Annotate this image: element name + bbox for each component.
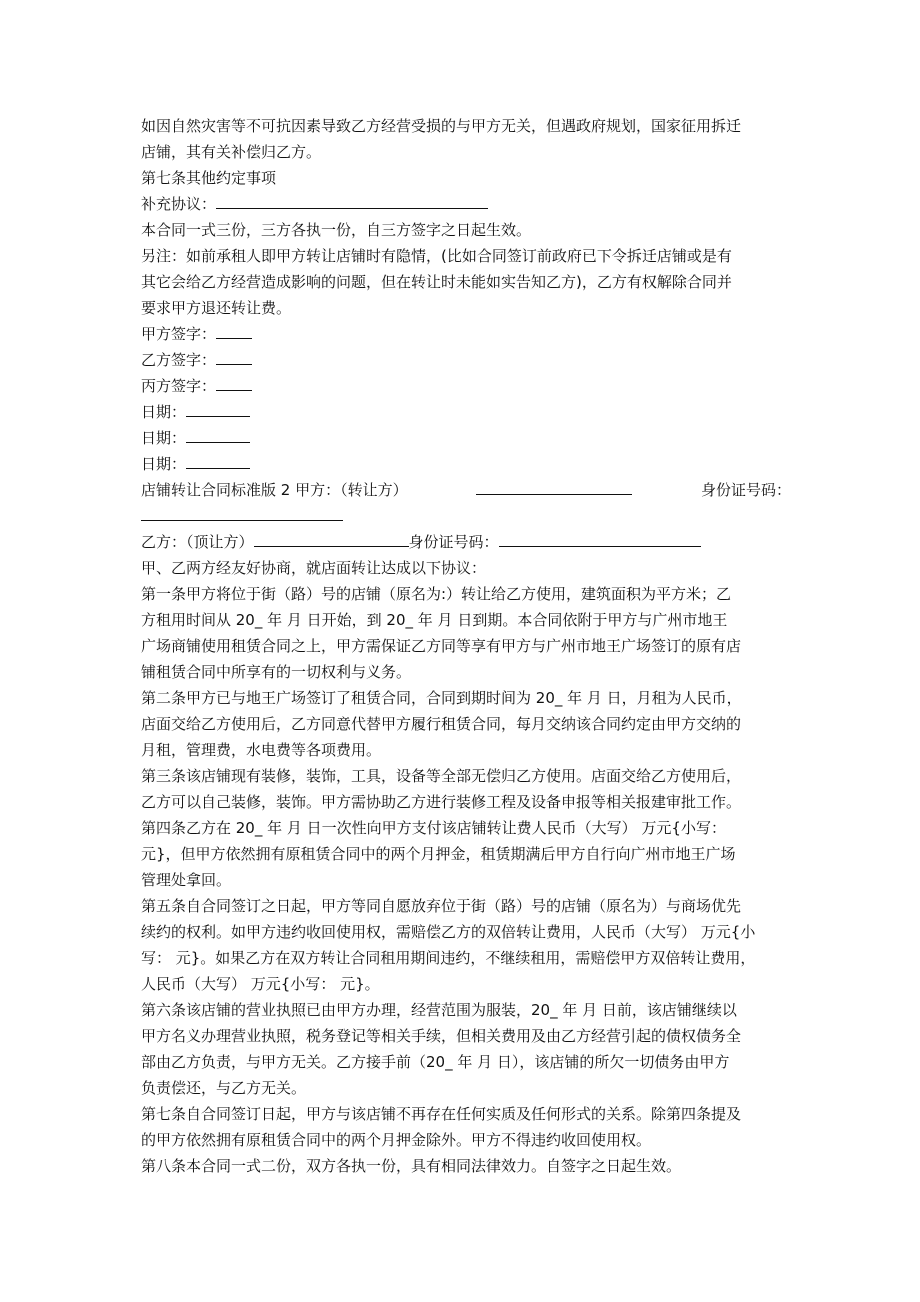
article-8: 第八条本合同一式二份，双方各执一份，具有相同法律效力。自签字之日起生效。 — [141, 1157, 682, 1175]
article-1-line-4: 铺租赁合同中所享有的一切权利与义务。 — [141, 663, 412, 681]
party-b-label: 乙方：（顶让方） — [141, 533, 254, 551]
article-7-heading: 第七条其他约定事项 — [141, 169, 277, 187]
note-line-3: 要求甲方退还转让费。 — [141, 299, 292, 317]
signature-party-c-label: 丙方签字： — [141, 377, 217, 395]
agreement-intro: 甲、乙两方经友好协商，就店面转让达成以下协议： — [141, 559, 487, 577]
date-line-3 — [141, 451, 791, 477]
article-6-line-4: 负责偿还，与乙方无关。 — [141, 1079, 307, 1097]
article-4-line-3: 管理处拿回。 — [141, 871, 232, 889]
article-1-line-2: 方租用时间从 20_ 年 月 日开始，到 20_ 年 月 日到期。本合同依附于甲方与广州市地王 — [141, 611, 728, 629]
date-line-2 — [141, 425, 791, 451]
date-label: 日期： — [141, 429, 187, 447]
article-1-line-3: 广场商铺使用租赁合同之上，甲方需保证乙方同等享有甲方与广州市地王广场签订的原有店 — [141, 637, 742, 655]
article-7-line-1: 第七条自合同签订日起，甲方与该店铺不再存在任何实质及任何形式的关系。除第四条提及 — [141, 1105, 742, 1123]
article-6-line-1: 第六条该店铺的营业执照已由甲方办理，经营范围为服装，20_ 年 月 日前，该店铺继续以 — [141, 1001, 737, 1019]
article-6-line-3: 部由乙方负责，与甲方无关。乙方接手前（20_ 年 月 日），该店铺的所欠一切债务由甲方 — [141, 1053, 730, 1071]
party-b-id-blank — [499, 529, 701, 547]
date-blank — [186, 425, 250, 443]
party-a-id-line — [141, 503, 791, 529]
supplementary-label: 补充协议： — [141, 195, 217, 213]
article-4-line-2: 元}，但甲方依然拥有原租赁合同中的两个月押金，租赁期满后甲方自行向广州市地王广场 — [141, 845, 736, 863]
date-label: 日期： — [141, 403, 187, 421]
signature-party-a-label: 甲方签字： — [141, 325, 217, 343]
signature-party-a — [141, 321, 791, 347]
article-2-line-3: 月租，管理费，水电费等各项费用。 — [141, 741, 382, 759]
party-a-blank — [476, 477, 632, 495]
contract-v2-heading — [141, 477, 791, 503]
article-7-line-2: 的甲方依然拥有原租赁合同中的两个月押金除外。甲方不得违约收回使用权。 — [141, 1131, 652, 1149]
signature-party-b — [141, 347, 791, 373]
article-6-line-2: 甲方名义办理营业执照，税务登记等相关手续，但相关费用及由乙方经营引起的债权债务全 — [141, 1027, 742, 1045]
article-5-line-3: 写： 元}。如果乙方在双方转让合同租用期间违约，不继续租用，需赔偿甲方双倍转让费用， — [141, 949, 756, 967]
date-line-1 — [141, 399, 791, 425]
supplementary-blank — [216, 191, 488, 209]
date-blank — [186, 451, 250, 469]
paragraph-force-majeure-line-2: 店铺，其有关补偿归乙方。 — [141, 143, 322, 161]
date-blank — [186, 399, 250, 417]
article-5-line-4: 人民币（大写） 万元{小写： 元}。 — [141, 975, 380, 993]
note-line-2: 其它会给乙方经营造成影响的问题，但在转让时未能如实告知乙方)，乙方有权解除合同并 — [141, 273, 732, 291]
note-line-1: 另注：如前承租人即甲方转让店铺时有隐情，(比如合同签订前政府已下令拆迁店铺或是有 — [141, 247, 732, 265]
article-1-line-1: 第一条甲方将位于街（路）号的店铺（原名为:）转让给乙方使用，建筑面积为平方米；乙 — [141, 585, 732, 603]
article-5-line-2: 续约的权利。如甲方违约收回使用权，需赔偿乙方的双倍转让费用，人民币（大写） 万元{小 — [141, 923, 756, 941]
document-body — [141, 113, 791, 1179]
signature-blank — [216, 347, 252, 365]
contract-v2-title: 店铺转让合同标准版 2 甲方：（转让方） — [141, 481, 408, 499]
signature-party-c — [141, 373, 791, 399]
article-3-line-1: 第三条该店铺现有装修，装饰，工具，设备等全部无偿归乙方使用。店面交给乙方使用后， — [141, 767, 742, 785]
date-label: 日期： — [141, 455, 187, 473]
supplementary-agreement — [141, 191, 791, 217]
paragraph-force-majeure-line-1: 如因自然灾害等不可抗因素导致乙方经营受损的与甲方无关，但遇政府规划，国家征用拆迁 — [141, 117, 742, 135]
article-3-line-2: 乙方可以自己装修，装饰。甲方需协助乙方进行装修工程及设备申报等相关报建审批工作。 — [141, 793, 742, 811]
party-b-line — [141, 529, 791, 555]
article-2-line-1: 第二条甲方已与地王广场签订了租赁合同，合同到期时间为 20_ 年 月 日，月租为人民币， — [141, 689, 742, 707]
copies-clause: 本合同一式三份，三方各执一份，自三方签字之日起生效。 — [141, 221, 532, 239]
article-2-line-2: 店面交给乙方使用后，乙方同意代替甲方履行租赁合同，每月交纳该合同约定由甲方交纳的 — [141, 715, 742, 733]
party-b-blank — [254, 529, 409, 547]
signature-blank — [216, 321, 252, 339]
signature-party-b-label: 乙方签字： — [141, 351, 217, 369]
article-5-line-1: 第五条自合同签订之日起，甲方等同自愿放弃位于街（路）号的店铺（原名为）与商场优先 — [141, 897, 742, 915]
signature-blank — [216, 373, 252, 391]
party-b-id-label: 身份证号码： — [408, 533, 499, 551]
party-a-id-blank — [141, 503, 343, 521]
party-a-id-label: 身份证号码： — [700, 481, 791, 499]
article-4-line-1: 第四条乙方在 20_ 年 月 日一次性向甲方支付该店铺转让费人民币（大写） 万元{小写： — [141, 819, 726, 837]
